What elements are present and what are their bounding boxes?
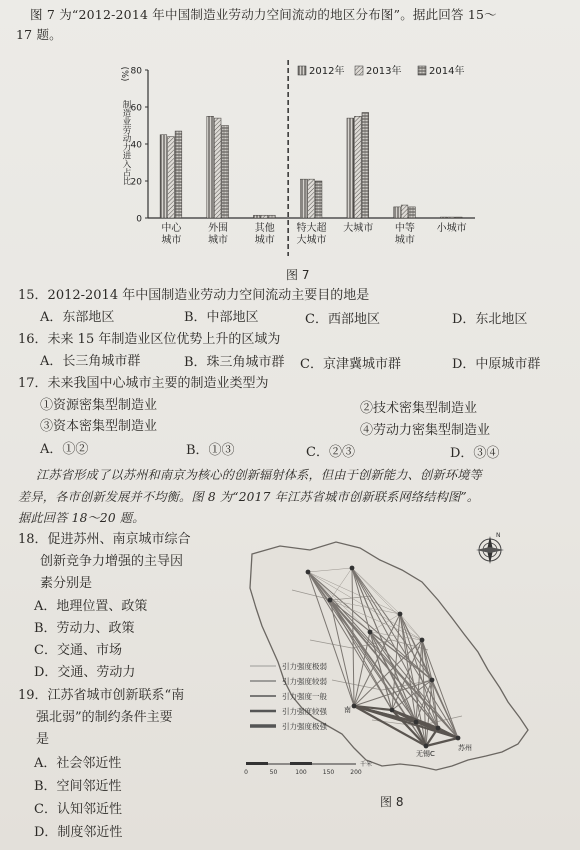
bar-2013年-其他城市 xyxy=(261,215,268,218)
bar-2013年-中心城市 xyxy=(168,137,175,218)
map-legend-label: 引力强度较弱 xyxy=(282,677,327,686)
x-category-label: 其他 xyxy=(254,223,275,234)
bar-2014年-大城市 xyxy=(362,113,369,218)
city-node xyxy=(456,736,461,741)
y-tick-label: 80 xyxy=(130,66,142,77)
y-axis-unit: (%) xyxy=(119,66,129,82)
bar-2013年-外围城市 xyxy=(214,118,221,218)
intro2-line-3: 据此回答 18～20 题。 xyxy=(18,511,145,525)
city-label: C xyxy=(430,750,435,758)
city-node xyxy=(420,638,425,643)
x-category-label: 特大超 xyxy=(296,223,327,234)
city-node xyxy=(306,570,311,575)
intro-line-1: 图 7 为“2012-2014 年中国制造业劳动力空间流动的地区分布图”。据此回答 15～ xyxy=(30,7,497,22)
q19-option-d: D．制度邻近性 xyxy=(34,825,123,840)
q19-stem-line-3: 是 xyxy=(36,732,50,747)
x-category-label: 中等 xyxy=(394,223,415,234)
q17-choice-2: ②技术密集型制造业 xyxy=(360,401,478,416)
scale-label: 150 xyxy=(322,769,335,776)
x-category-label: 城市 xyxy=(254,235,275,246)
city-node xyxy=(350,566,355,571)
map-legend-label: 引力强度极弱 xyxy=(282,662,327,671)
bar-2014年-中等城市 xyxy=(409,207,416,218)
city-node xyxy=(398,612,403,617)
legend-swatch xyxy=(298,66,306,75)
legend-label: 2012年 xyxy=(309,66,345,77)
figure-8-jiangsu-network-map xyxy=(232,530,572,810)
compass-icon xyxy=(476,532,504,564)
q15-option-d: D．东北地区 xyxy=(452,312,528,327)
map-legend-label: 引力强度一般 xyxy=(282,692,327,701)
y-axis-label: 制造业劳动力进入占比 xyxy=(121,100,131,185)
q18-stem-line-2: 创新竞争力增强的主导因 xyxy=(40,554,184,569)
x-category-label: 大城市 xyxy=(296,235,327,246)
legend-label: 2014年 xyxy=(429,66,465,77)
q15-option-a: A．东部地区 xyxy=(40,310,115,325)
bar-2012年-特大超大城市 xyxy=(300,179,307,218)
q17-option-a: A．①② xyxy=(40,442,89,457)
q17-choice-3: ③资本密集型制造业 xyxy=(40,419,158,434)
bar-2012年-外围城市 xyxy=(207,116,214,218)
y-tick-label: 0 xyxy=(136,214,142,225)
city-label: 南 xyxy=(344,706,351,714)
bar-2014年-中心城市 xyxy=(175,131,182,218)
q16-option-b: B．珠三角城市群 xyxy=(184,355,285,370)
q19-option-b: B．空间邻近性 xyxy=(34,779,122,794)
q17-stem: 17．未来我国中心城市主要的制造业类型为 xyxy=(18,376,269,391)
scale-label: 200 xyxy=(350,769,362,776)
compass-north-label: N xyxy=(496,532,501,539)
figure-7-caption: 图 7 xyxy=(286,268,310,282)
q19-stem-line-1: 19．江苏省城市创新联系“南 xyxy=(18,688,185,703)
city-node xyxy=(430,678,435,683)
q15-option-c: C．西部地区 xyxy=(305,312,380,327)
bar-2013年-小城市 xyxy=(448,217,455,218)
q17-option-b: B．①③ xyxy=(186,443,235,458)
q16-option-c: C．京津冀城市群 xyxy=(300,357,401,372)
figure-8-caption: 图 8 xyxy=(380,795,404,809)
x-category-label: 大城市 xyxy=(343,223,374,234)
x-category-label: 中心 xyxy=(161,223,182,234)
q17-choice-1: ①资源密集型制造业 xyxy=(40,398,158,413)
q18-option-c: C．交通、市场 xyxy=(34,643,122,658)
city-node xyxy=(424,744,429,749)
city-node xyxy=(414,720,419,725)
y-tick-label: 20 xyxy=(130,177,142,188)
map-legend-label: 引力强度极强 xyxy=(282,722,327,731)
x-category-label: 外围 xyxy=(208,223,229,234)
city-node xyxy=(368,630,373,635)
bar-2012年-小城市 xyxy=(440,217,447,218)
q17-choice-4: ④劳动力密集型制造业 xyxy=(360,423,491,438)
q18-option-d: D．交通、劳动力 xyxy=(34,665,136,680)
bar-2012年-中等城市 xyxy=(394,207,401,218)
x-category-label: 城市 xyxy=(161,235,182,246)
q18-stem-line-1: 18．促进苏州、南京城市综合 xyxy=(18,532,191,547)
q19-option-a: A．社会邻近性 xyxy=(34,756,122,771)
y-tick-label: 40 xyxy=(130,140,142,151)
bar-2014年-小城市 xyxy=(455,217,462,218)
intro2-line-2: 差异，各市创新发展并不均衡。图 8 为“2017 年江苏省城市创新联系网络结构图”。 xyxy=(18,490,480,504)
legend-swatch xyxy=(355,66,363,75)
q16-option-d: D．中原城市群 xyxy=(452,357,541,372)
city-node xyxy=(328,598,333,603)
city-node xyxy=(390,708,395,713)
q16-option-a: A．长三角城市群 xyxy=(40,354,141,369)
q19-stem-line-2: 强北弱”的制约条件主要 xyxy=(36,710,173,725)
scale-bar xyxy=(244,760,372,776)
scale-label: 0 xyxy=(244,769,248,776)
scale-label: 50 xyxy=(269,769,278,776)
map-legend-label: 引力强度较强 xyxy=(282,707,327,716)
q18-option-b: B．劳动力、政策 xyxy=(34,621,135,636)
q17-option-d: D．③④ xyxy=(450,446,500,461)
x-category-label: 城市 xyxy=(208,235,229,246)
x-category-label: 小城市 xyxy=(436,223,467,234)
bar-2013年-特大超大城市 xyxy=(308,179,315,218)
intro-line-2: 17 题。 xyxy=(16,27,62,42)
bar-2012年-中心城市 xyxy=(160,135,167,218)
q18-option-a: A．地理位置、政策 xyxy=(34,599,148,614)
legend-swatch xyxy=(418,66,426,75)
legend-label: 2013年 xyxy=(366,66,402,77)
y-tick-label: 60 xyxy=(130,103,142,114)
city-label: 苏州 xyxy=(458,744,472,752)
bar-2013年-大城市 xyxy=(354,116,361,218)
q17-option-c: C．②③ xyxy=(306,445,355,460)
q18-stem-line-3: 素分别是 xyxy=(40,576,93,591)
q19-option-c: C．认知邻近性 xyxy=(34,802,122,817)
scale-label: 100 xyxy=(295,769,307,776)
city-label: 无锡 xyxy=(416,750,430,758)
bar-2014年-特大超大城市 xyxy=(315,181,322,218)
bar-2012年-大城市 xyxy=(347,118,354,218)
intro2-line-1: 江苏省形成了以苏州和南京为核心的创新辐射体系，但由于创新能力、创新环境等 xyxy=(36,468,482,482)
bar-2014年-其他城市 xyxy=(269,215,276,218)
q15-stem: 15．2012-2014 年中国制造业劳动力空间流动主要目的地是 xyxy=(18,288,370,303)
scale-unit: 千米 xyxy=(360,761,373,768)
figure-7-bar-chart xyxy=(100,58,480,278)
q16-stem: 16．未来 15 年制造业区位优势上升的区域为 xyxy=(18,332,281,347)
x-category-label: 城市 xyxy=(394,235,415,246)
city-node xyxy=(352,704,357,709)
city-node xyxy=(436,726,441,731)
bar-2012年-其他城市 xyxy=(254,215,261,218)
bar-2014年-外围城市 xyxy=(222,126,229,219)
q15-option-b: B．中部地区 xyxy=(184,310,259,325)
bar-2013年-中等城市 xyxy=(401,205,408,218)
